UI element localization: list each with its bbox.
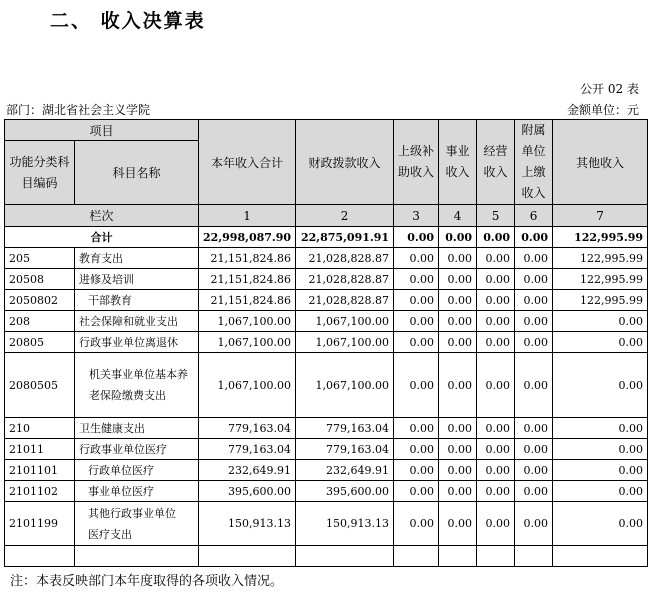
total-row — [5, 227, 648, 248]
cell-value: 0.00 — [553, 311, 648, 332]
column-number-row — [5, 205, 648, 227]
cell-value: 1,067,100.00 — [296, 311, 394, 332]
subject-name-line2: 医疗支出 — [88, 527, 132, 541]
cell-value: 0.00 — [515, 332, 553, 353]
total-value: 22,875,091.91 — [296, 227, 394, 248]
column-num: 5 — [477, 205, 515, 227]
cell-value: 0.00 — [515, 418, 553, 439]
department-label: 部门：湖北省社会主义学院 — [6, 103, 151, 117]
cell-value: 122,995.99 — [553, 290, 648, 311]
cell-value: 0.00 — [477, 460, 515, 481]
cell-value: 150,913.13 — [296, 502, 394, 546]
cell-value: 122,995.99 — [553, 269, 648, 290]
cell-value: 0.00 — [553, 502, 648, 546]
cell-value: 0.00 — [515, 460, 553, 481]
cell-value: 779,163.04 — [296, 418, 394, 439]
cell-value: 0.00 — [553, 418, 648, 439]
cell-value: 1,067,100.00 — [199, 353, 296, 418]
total-value: 22,998,087.90 — [199, 227, 296, 248]
cell-value: 0.00 — [477, 502, 515, 546]
cell-value: 0.00 — [439, 332, 477, 353]
cell-value: 0.00 — [439, 353, 477, 418]
header-subsidy: 上级补助收入 — [394, 120, 439, 205]
column-num: 1 — [199, 205, 296, 227]
header-item: 项目 — [5, 120, 199, 141]
table-row — [5, 332, 648, 353]
cell-value: 0.00 — [553, 481, 648, 502]
func-code: 21011 — [5, 439, 75, 460]
cell-value: 122,995.99 — [553, 248, 648, 269]
cell-value: 0.00 — [515, 290, 553, 311]
table-row — [5, 460, 648, 481]
cell-value: 232,649.91 — [296, 460, 394, 481]
column-num: 2 — [296, 205, 394, 227]
cell-value: 0.00 — [394, 311, 439, 332]
cell-value: 0.00 — [439, 418, 477, 439]
cell-value: 0.00 — [515, 269, 553, 290]
cell-value: 0.00 — [477, 481, 515, 502]
subject-name: 行政单位医疗 — [75, 460, 199, 481]
empty-row — [5, 546, 648, 567]
table-row — [5, 248, 648, 269]
table-row — [5, 269, 648, 290]
cell-value: 0.00 — [477, 290, 515, 311]
income-table — [4, 119, 648, 567]
cell-value: 0.00 — [439, 481, 477, 502]
cell-value: 1,067,100.00 — [199, 332, 296, 353]
cell-value: 0.00 — [394, 502, 439, 546]
subject-name: 进修及培训 — [75, 269, 199, 290]
subject-name: 卫生健康支出 — [75, 418, 199, 439]
cell-value: 395,600.00 — [199, 481, 296, 502]
table-row — [5, 290, 648, 311]
cell-value: 0.00 — [439, 269, 477, 290]
subject-name-line2: 老保险缴费支出 — [89, 389, 166, 402]
table-row — [5, 418, 648, 439]
func-code: 2080505 — [5, 353, 75, 418]
cell-value: 0.00 — [439, 248, 477, 269]
cell-value: 0.00 — [553, 439, 648, 460]
header-affiliated: 附属单位上缴收入 — [515, 120, 553, 205]
cell-value: 21,028,828.87 — [296, 248, 394, 269]
func-code: 2101101 — [5, 460, 75, 481]
cell-value: 0.00 — [553, 460, 648, 481]
cell-value: 0.00 — [477, 332, 515, 353]
func-code: 210 — [5, 418, 75, 439]
cell-value: 0.00 — [515, 481, 553, 502]
header-fiscal: 财政拨款收入 — [296, 120, 394, 205]
cell-value: 0.00 — [553, 353, 648, 418]
column-num: 7 — [553, 205, 648, 227]
cell-value: 0.00 — [394, 248, 439, 269]
func-code: 205 — [5, 248, 75, 269]
cell-value: 0.00 — [515, 502, 553, 546]
header-operating: 经营收入 — [477, 120, 515, 205]
column-num: 6 — [515, 205, 553, 227]
cell-value: 1,067,100.00 — [199, 311, 296, 332]
cell-value: 0.00 — [477, 439, 515, 460]
table-row — [5, 502, 648, 546]
cell-value: 395,600.00 — [296, 481, 394, 502]
column-label: 栏次 — [5, 205, 199, 227]
func-code: 2101102 — [5, 481, 75, 502]
amount-unit-label: 金额单位：元 — [566, 103, 639, 117]
cell-value: 0.00 — [439, 311, 477, 332]
func-code: 208 — [5, 311, 75, 332]
cell-value: 0.00 — [394, 481, 439, 502]
column-num: 3 — [394, 205, 439, 227]
cell-value: 0.00 — [515, 248, 553, 269]
total-value: 0.00 — [515, 227, 553, 248]
cell-value: 0.00 — [394, 439, 439, 460]
cell-value: 0.00 — [553, 332, 648, 353]
column-num: 4 — [439, 205, 477, 227]
subject-name: 事业单位医疗 — [75, 481, 199, 502]
cell-value: 232,649.91 — [199, 460, 296, 481]
cell-value: 779,163.04 — [199, 439, 296, 460]
cell-value: 0.00 — [439, 460, 477, 481]
func-code: 20508 — [5, 269, 75, 290]
func-code: 20805 — [5, 332, 75, 353]
total-label: 合计 — [5, 227, 199, 248]
total-value: 0.00 — [394, 227, 439, 248]
subject-name: 社会保障和就业支出 — [75, 311, 199, 332]
cell-value: 779,163.04 — [296, 439, 394, 460]
cell-value: 21,028,828.87 — [296, 290, 394, 311]
cell-value: 21,151,824.86 — [199, 290, 296, 311]
subject-name — [75, 353, 199, 418]
subject-name: 干部教育 — [75, 290, 199, 311]
func-code: 2101199 — [5, 502, 75, 546]
cell-value: 0.00 — [477, 418, 515, 439]
cell-value: 0.00 — [439, 502, 477, 546]
cell-value: 0.00 — [394, 269, 439, 290]
subject-name-line1: 机关事业单位基本养 — [89, 368, 188, 381]
cell-value: 0.00 — [439, 290, 477, 311]
table-row — [5, 311, 648, 332]
cell-value: 0.00 — [394, 460, 439, 481]
subject-name-line1: 其他行政事业单位 — [88, 506, 176, 520]
total-value: 0.00 — [439, 227, 477, 248]
cell-value: 0.00 — [477, 248, 515, 269]
cell-value: 0.00 — [515, 311, 553, 332]
cell-value: 1,067,100.00 — [296, 353, 394, 418]
func-code: 2050802 — [5, 290, 75, 311]
header-func-code: 功能分类科目编码 — [5, 141, 75, 205]
page-title: 二、 收入决算表 — [50, 10, 206, 32]
cell-value: 1,067,100.00 — [296, 332, 394, 353]
header-business: 事业收入 — [439, 120, 477, 205]
cell-value: 0.00 — [515, 353, 553, 418]
table-row — [5, 439, 648, 460]
cell-value: 0.00 — [394, 353, 439, 418]
total-value: 0.00 — [477, 227, 515, 248]
subject-name: 行政事业单位医疗 — [75, 439, 199, 460]
subject-name — [75, 502, 199, 546]
header-other: 其他收入 — [553, 120, 648, 205]
cell-value: 0.00 — [515, 439, 553, 460]
header-subject-name: 科目名称 — [75, 141, 199, 205]
cell-value: 21,151,824.86 — [199, 269, 296, 290]
subject-name: 教育支出 — [75, 248, 199, 269]
cell-value: 150,913.13 — [199, 502, 296, 546]
table-row — [5, 353, 648, 418]
cell-value: 0.00 — [477, 269, 515, 290]
cell-value: 21,028,828.87 — [296, 269, 394, 290]
table-row — [5, 481, 648, 502]
cell-value: 0.00 — [477, 311, 515, 332]
header-total-income: 本年收入合计 — [199, 120, 296, 205]
form-number: 公开 02 表 — [580, 82, 639, 96]
cell-value: 0.00 — [439, 439, 477, 460]
table-note: 注：本表反映部门本年度取得的各项收入情况。 — [10, 574, 284, 589]
cell-value: 779,163.04 — [199, 418, 296, 439]
cell-value: 21,151,824.86 — [199, 248, 296, 269]
cell-value: 0.00 — [394, 332, 439, 353]
cell-value: 0.00 — [477, 353, 515, 418]
cell-value: 0.00 — [394, 418, 439, 439]
subject-name: 行政事业单位离退休 — [75, 332, 199, 353]
total-value: 122,995.99 — [553, 227, 648, 248]
cell-value: 0.00 — [394, 290, 439, 311]
